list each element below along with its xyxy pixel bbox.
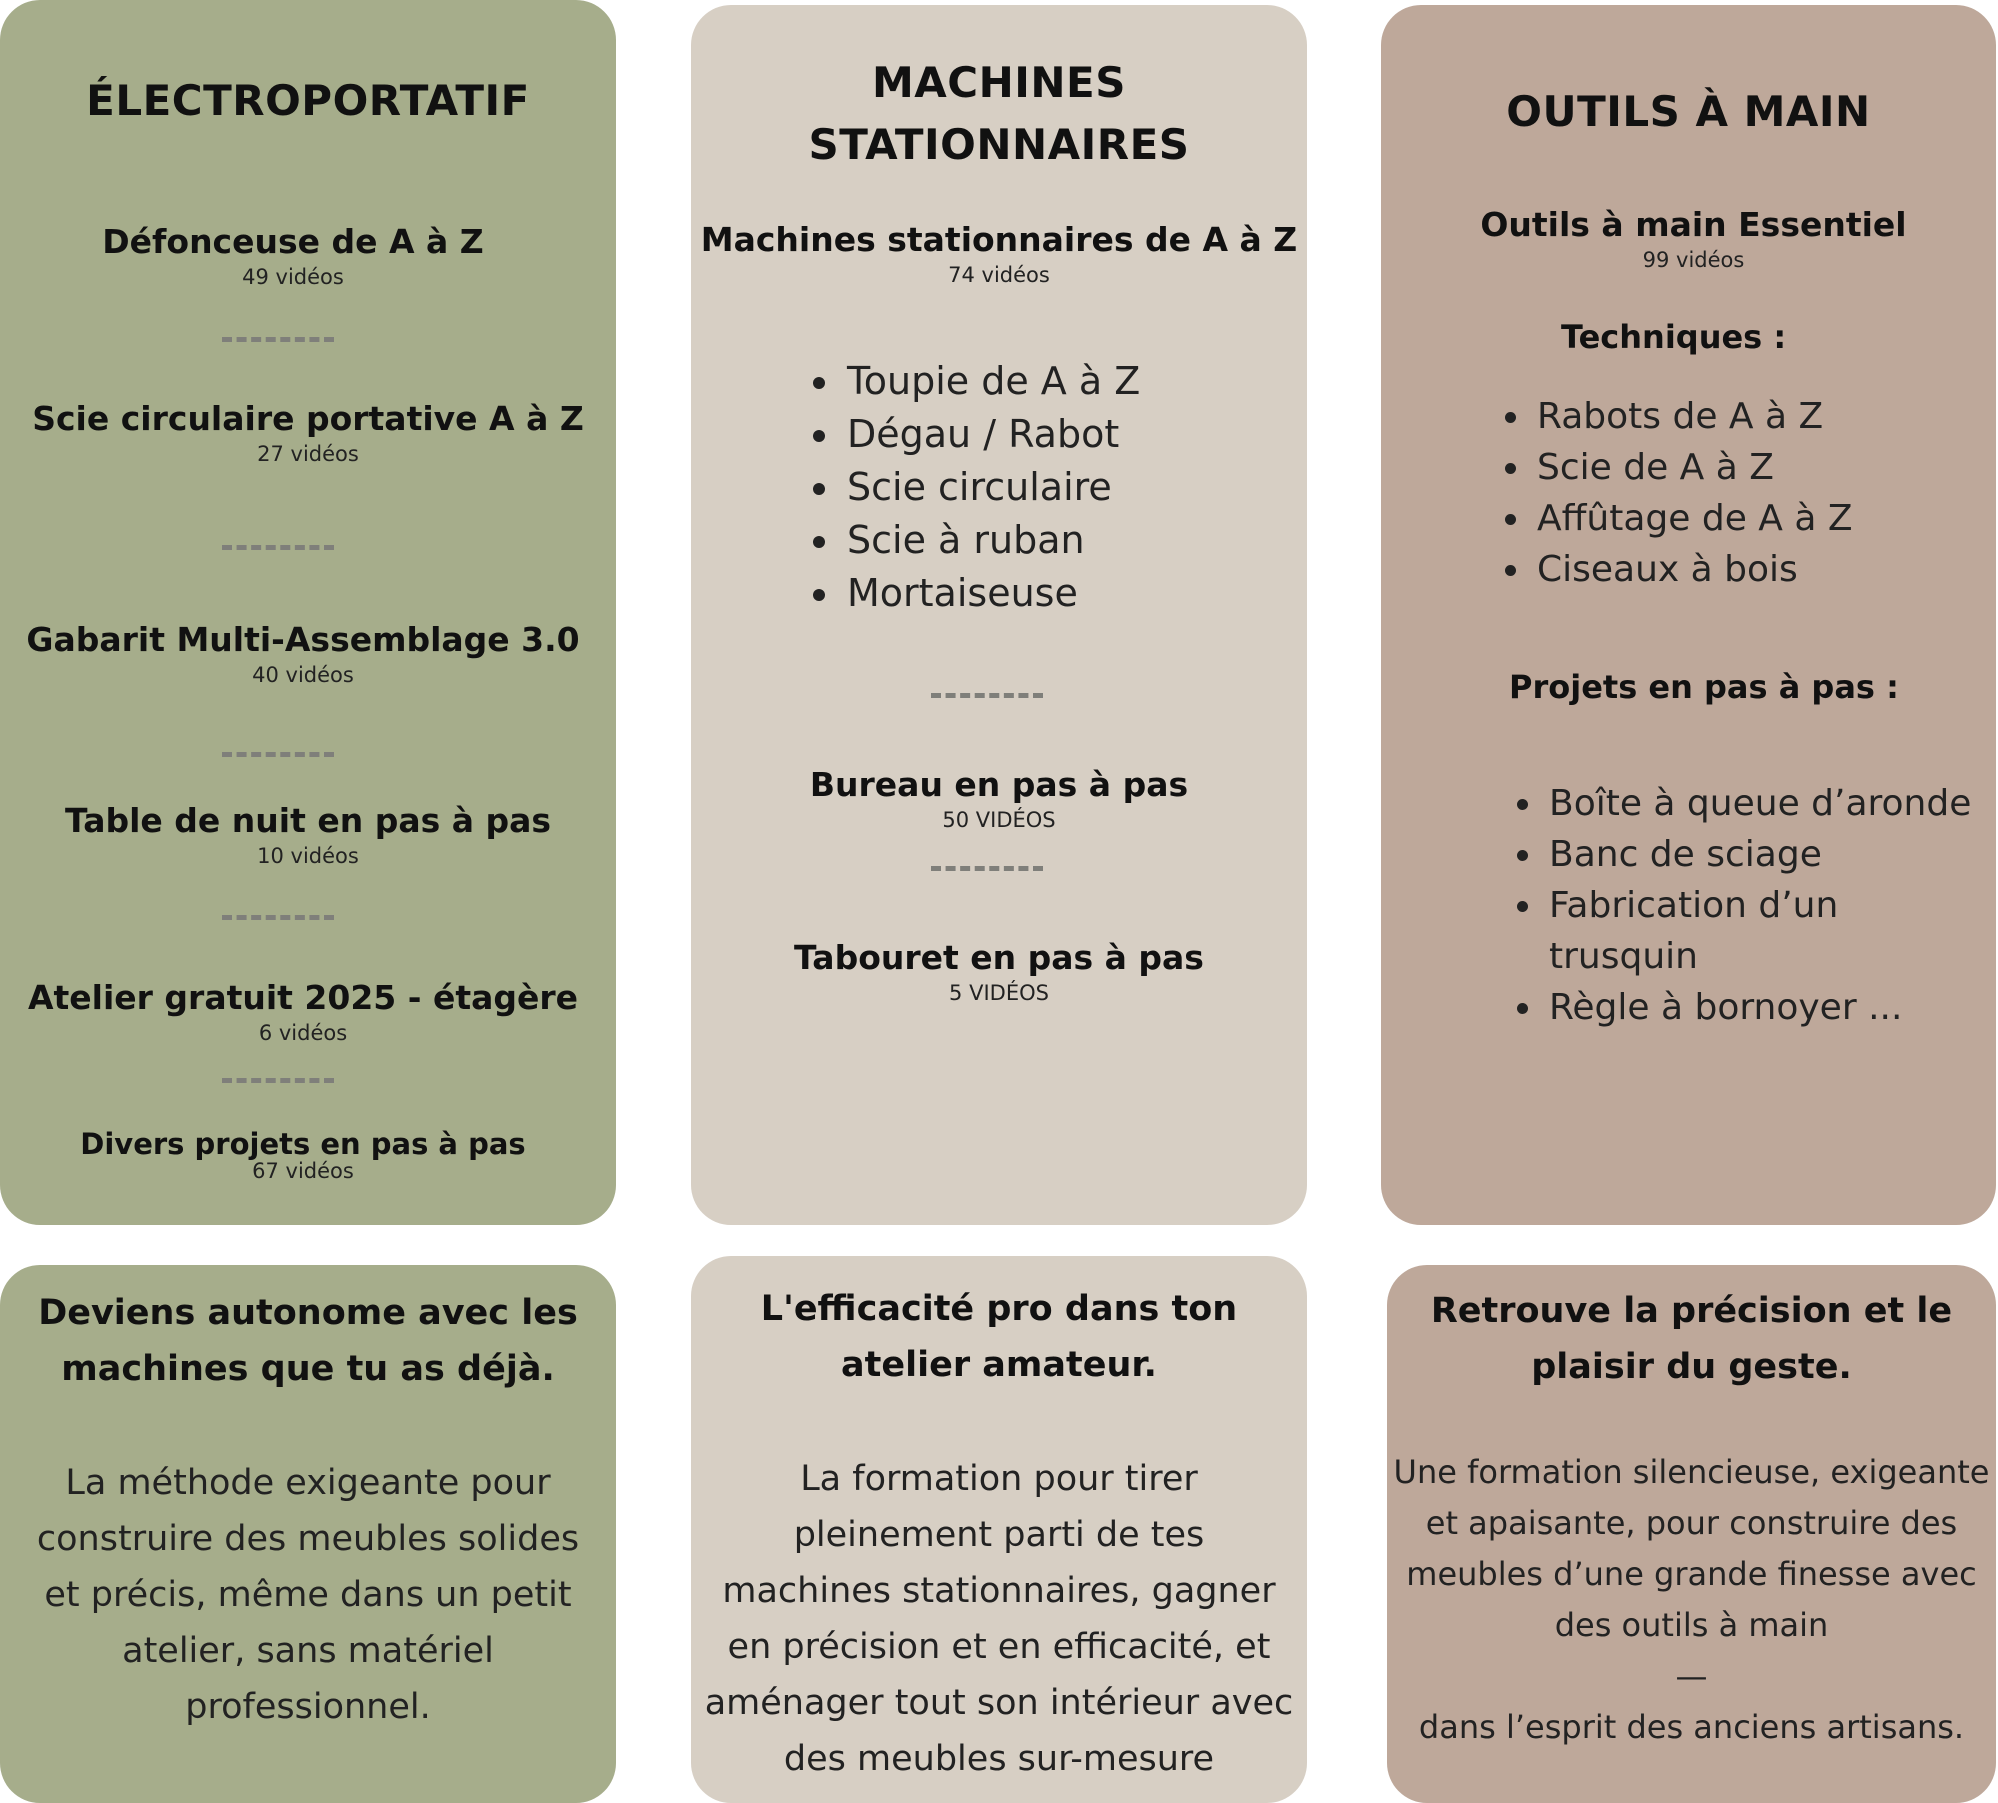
description-line: dans l’esprit des anciens artisans. — [1418, 1708, 1965, 1746]
card-outils-a-main — [1381, 5, 1996, 1225]
course-name: Atelier gratuit 2025 - étagère — [27, 978, 579, 1017]
card-machines-stationnaires — [691, 5, 1307, 1225]
tagline-line: machines que tu as déjà. — [61, 1349, 555, 1389]
list-item[interactable]: • Scie de A à Z — [1533, 442, 1853, 493]
course-count: 5 VIDÉOS — [949, 981, 1049, 1005]
course-item[interactable] — [0, 1124, 616, 1184]
separator — [931, 866, 1043, 871]
course-item[interactable] — [0, 801, 616, 869]
card-description — [691, 1451, 1307, 1787]
card-outils-pitch — [1387, 1265, 1996, 1803]
course-count: 74 vidéos — [948, 263, 1050, 287]
list-item[interactable]: • Ciseaux à bois — [1533, 544, 1853, 595]
card-machines-pitch — [691, 1256, 1307, 1803]
course-item[interactable] — [691, 765, 1307, 833]
tagline-line: Deviens autonome avec les — [38, 1293, 578, 1333]
course-item[interactable] — [0, 978, 616, 1046]
card-title-line: STATIONNAIRES — [808, 120, 1190, 169]
course-name: Bureau en pas à pas — [809, 765, 1189, 804]
description-line: professionnel. — [185, 1687, 431, 1727]
course-count: 40 vidéos — [252, 663, 354, 687]
separator — [222, 545, 334, 550]
description-line: et précis, même dans un petit — [44, 1575, 572, 1615]
card-tagline — [1387, 1283, 1996, 1395]
tagline-line: Retrouve la précision et le — [1430, 1291, 1953, 1331]
course-name: Table de nuit en pas à pas — [64, 801, 552, 840]
tagline-line: plaisir du geste. — [1531, 1347, 1852, 1387]
description-line: meubles d’une grande finesse avec — [1406, 1555, 1977, 1593]
course-count: 99 vidéos — [1642, 248, 1745, 272]
description-line: — — [1675, 1657, 1708, 1695]
list-item[interactable]: • Affûtage de A à Z — [1533, 493, 1853, 544]
card-description — [1387, 1447, 1996, 1753]
list-item[interactable]: • Scie à ruban — [843, 514, 1140, 567]
card-title — [691, 52, 1307, 176]
course-item[interactable] — [1391, 205, 1996, 273]
course-name: Divers projets en pas à pas — [80, 1127, 526, 1161]
card-description — [0, 1455, 616, 1735]
card-title: OUTILS À MAIN — [1506, 87, 1871, 136]
course-name: Machines stationnaires de A à Z — [700, 220, 1298, 259]
course-count: 49 vidéos — [242, 265, 344, 289]
list-item[interactable]: • Règle à bornoyer ... — [1545, 982, 1996, 1033]
separator — [931, 693, 1043, 698]
course-count: 10 vidéos — [257, 844, 359, 868]
description-line: La formation pour tirer — [800, 1459, 1198, 1499]
course-count: 6 vidéos — [258, 1021, 348, 1045]
course-item[interactable] — [691, 938, 1307, 1006]
description-line: des outils à main — [1554, 1606, 1829, 1644]
course-name: Scie circulaire portative A à Z — [32, 399, 584, 438]
course-name: Tabouret en pas à pas — [794, 938, 1204, 977]
separator — [222, 1078, 334, 1083]
list-item[interactable]: • Boîte à queue d’aronde — [1545, 778, 1996, 829]
list-item[interactable]: • Dégau / Rabot — [843, 408, 1140, 461]
card-tagline — [691, 1281, 1307, 1393]
card-title-line: MACHINES — [872, 58, 1126, 107]
description-line: pleinement parti de tes — [793, 1515, 1205, 1555]
description-line: machines stationnaires, gagner — [722, 1571, 1276, 1611]
tagline-line: atelier amateur. — [841, 1345, 1157, 1385]
card-electroportatif — [0, 0, 616, 1225]
course-count: 67 vidéos — [252, 1159, 354, 1183]
techniques-list — [1481, 391, 1853, 595]
course-item[interactable] — [0, 399, 616, 467]
list-item[interactable]: • Scie circulaire — [843, 461, 1140, 514]
description-line: et apaisante, pour construire des — [1425, 1504, 1958, 1542]
course-name: Défonceuse de A à Z — [102, 222, 484, 261]
separator — [222, 915, 334, 920]
course-count: 50 VIDÉOS — [942, 808, 1056, 832]
card-title: ÉLECTROPORTATIF — [86, 76, 530, 125]
course-item[interactable] — [691, 220, 1307, 288]
course-item[interactable] — [0, 620, 616, 688]
description-line: Une formation silencieuse, exigeante — [1393, 1453, 1990, 1491]
description-line: construire des meubles solides — [36, 1519, 580, 1559]
list-item[interactable]: • Toupie de A à Z — [843, 355, 1140, 408]
list-item[interactable]: • Mortaiseuse — [843, 567, 1140, 620]
tagline-line: L'efficacité pro dans ton — [760, 1289, 1238, 1329]
list-item[interactable]: • Rabots de A à Z — [1533, 391, 1853, 442]
description-line: La méthode exigeante pour — [65, 1463, 551, 1503]
description-line: des meubles sur-mesure — [783, 1739, 1215, 1779]
machines-list — [791, 355, 1140, 620]
separator — [222, 337, 334, 342]
description-line: en précision et en efficacité, et — [727, 1627, 1271, 1667]
course-item[interactable] — [0, 222, 616, 290]
course-name: Gabarit Multi-Assemblage 3.0 — [26, 620, 580, 659]
course-name: Outils à main Essentiel — [1480, 205, 1907, 244]
description-line: aménager tout son intérieur avec — [704, 1683, 1294, 1723]
list-item[interactable]: • Fabrication d’un trusquin — [1545, 880, 1996, 982]
projects-label: Projets en pas à pas : — [1509, 668, 1899, 706]
card-tagline — [0, 1285, 616, 1397]
separator — [222, 752, 334, 757]
projects-list — [1493, 778, 1996, 1033]
description-line: atelier, sans matériel — [122, 1631, 494, 1671]
card-electroportatif-pitch — [0, 1265, 616, 1803]
techniques-label: Techniques : — [1561, 318, 1787, 356]
course-count: 27 vidéos — [257, 442, 359, 466]
list-item[interactable]: • Banc de sciage — [1545, 829, 1996, 880]
